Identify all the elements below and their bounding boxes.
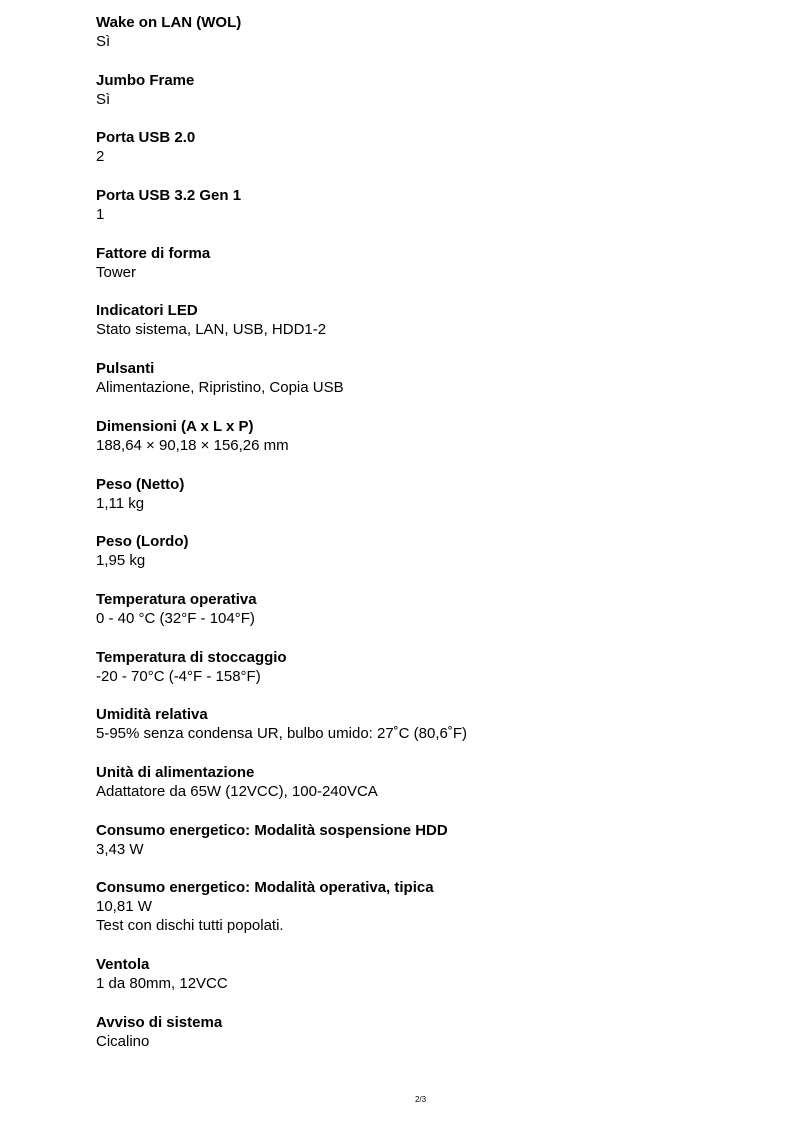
spec-label: Consumo energetico: Modalità operativa, tipica <box>96 879 434 897</box>
spec-value: 10,81 W <box>96 898 152 916</box>
spec-item <box>96 244 756 282</box>
spec-item <box>96 359 756 397</box>
spec-note: Test con dischi tutti popolati. <box>96 917 284 935</box>
spec-item <box>96 532 756 570</box>
spec-value: Sì <box>96 33 111 50</box>
spec-label: Peso (Lordo) <box>96 533 189 551</box>
spec-item <box>96 590 756 628</box>
spec-item <box>96 71 756 109</box>
page-number: 2/3 <box>414 1095 427 1104</box>
spec-label: Porta USB 2.0 <box>96 129 196 147</box>
spec-item <box>96 128 756 166</box>
spec-value: 2 <box>96 148 105 166</box>
spec-value: 188,64 × 90,18 × 156,26 mm <box>96 436 289 454</box>
spec-label: Unità di alimentazione <box>96 763 255 781</box>
spec-list <box>96 13 756 1070</box>
spec-value: 3,43 W <box>96 840 144 858</box>
spec-label: Peso (Netto) <box>96 475 185 493</box>
spec-value: -20 - 70°C (-4°F - 158°F) <box>96 667 261 685</box>
spec-item <box>96 186 756 224</box>
spec-value: 5-95% senza condensa UR, bulbo umido: 27˚C (80,6˚F) <box>96 725 468 743</box>
spec-label: Indicatori LED <box>96 302 198 320</box>
spec-label: Jumbo Frame <box>96 71 195 89</box>
spec-value: 1 da 80mm, 12VCC <box>96 975 228 992</box>
spec-value: Adattatore da 65W (12VCC), 100-240VCA <box>96 782 378 800</box>
spec-item <box>96 1013 756 1051</box>
spec-label: Porta USB 3.2 Gen 1 <box>96 187 242 205</box>
spec-item <box>96 475 756 513</box>
spec-item <box>96 13 756 51</box>
spec-label: Avviso di sistema <box>96 1013 223 1031</box>
spec-label: Wake on LAN (WOL) <box>96 14 242 31</box>
spec-label: Pulsanti <box>96 360 155 378</box>
spec-label: Dimensioni (A x L x P) <box>96 417 254 435</box>
spec-item <box>96 955 756 993</box>
spec-item <box>96 763 756 801</box>
spec-label: Ventola <box>96 956 150 973</box>
spec-item <box>96 821 756 859</box>
spec-label: Consumo energetico: Modalità sospensione HDD <box>96 821 448 839</box>
spec-item <box>96 417 756 455</box>
spec-label: Fattore di forma <box>96 244 211 262</box>
spec-value: 1 <box>96 206 105 224</box>
spec-label: Temperatura di stoccaggio <box>96 648 287 666</box>
spec-item <box>96 878 756 935</box>
spec-item <box>96 648 756 686</box>
spec-label: Temperatura operativa <box>96 590 257 608</box>
spec-item <box>96 301 756 339</box>
spec-value: Stato sistema, LAN, USB, HDD1-2 <box>96 321 327 339</box>
spec-value: Alimentazione, Ripristino, Copia USB <box>96 379 344 397</box>
spec-value: 1,95 kg <box>96 552 146 570</box>
spec-value: 1,11 kg <box>96 494 145 512</box>
spec-value: Cicalino <box>96 1032 150 1050</box>
spec-value: 0 - 40 °C (32°F - 104°F) <box>96 609 255 627</box>
spec-label: Umidità relativa <box>96 706 208 724</box>
spec-value: Sì <box>96 90 111 108</box>
spec-item <box>96 705 756 743</box>
spec-value: Tower <box>96 263 137 281</box>
